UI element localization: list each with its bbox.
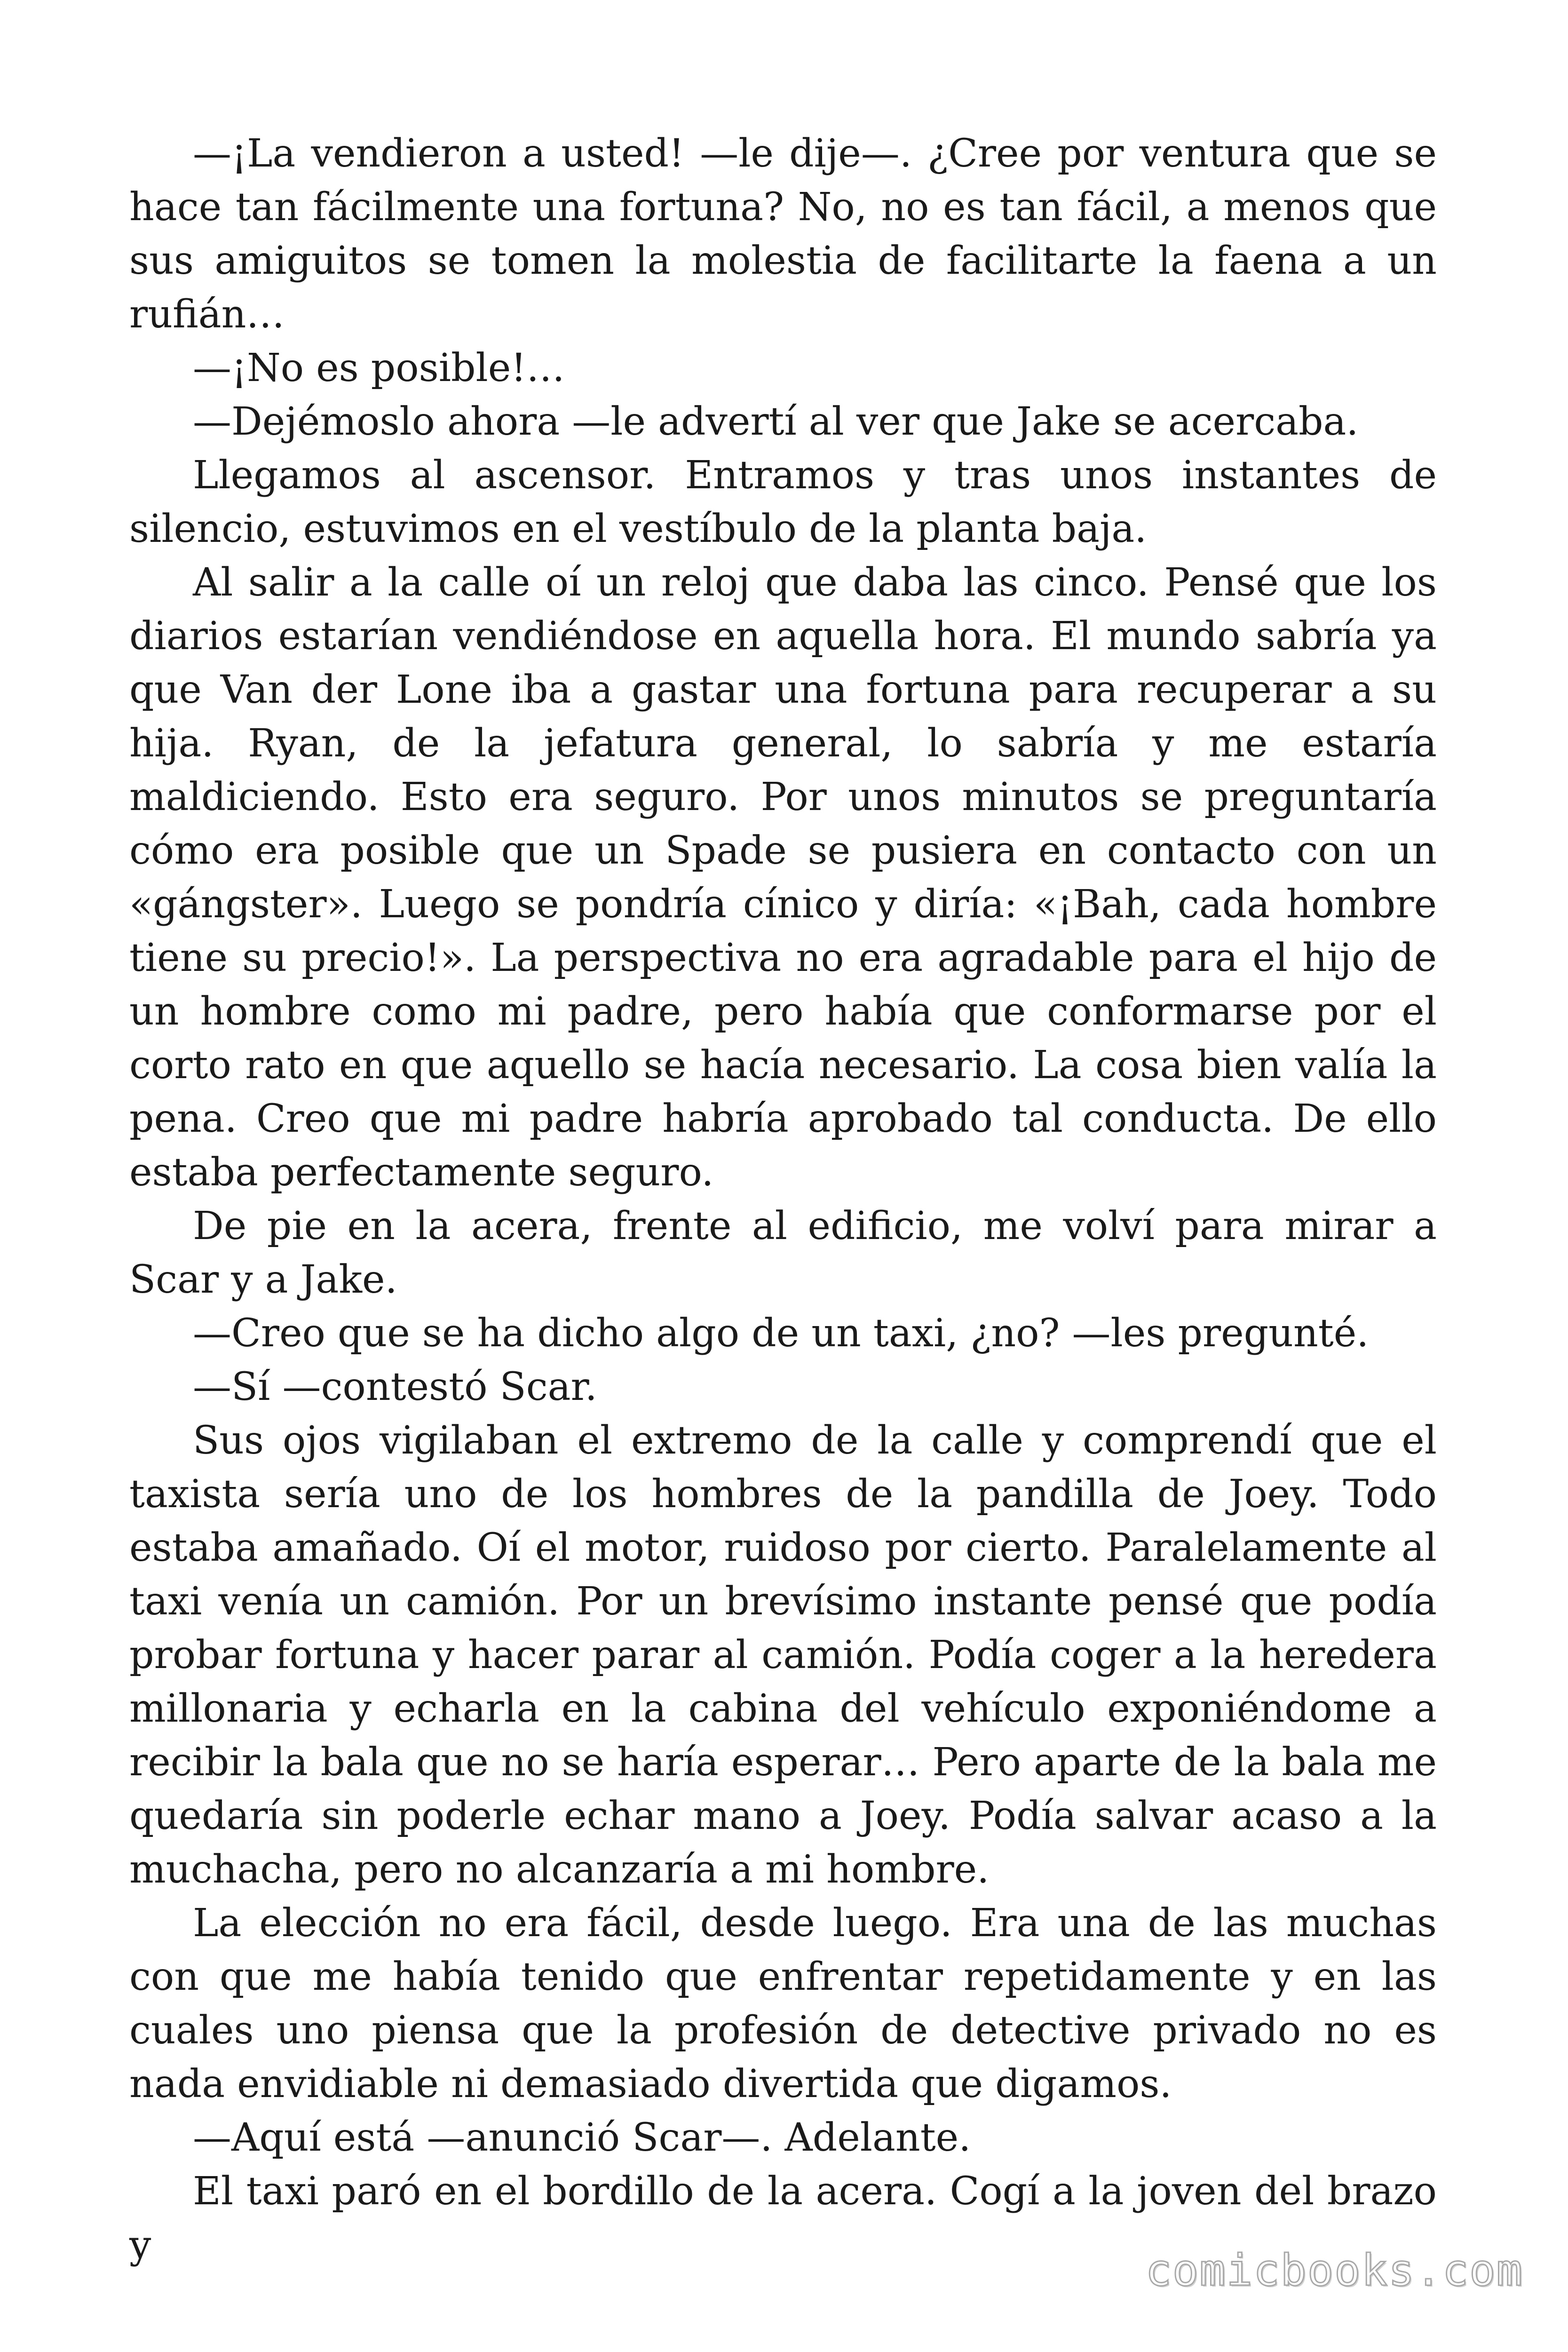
paragraph: —Dejémoslo ahora —le advertí al ver que Jake se acercaba.: [193, 399, 1359, 444]
paragraph: Sus ojos vigilaban el extremo de la calle y comprendí que el taxista sería uno de los hombres de la pandilla de Joey. Todo estaba amañado. Oí el motor, ruidoso por cierto. Paralelamente al taxi venía un camión. Por un brevísimo instante pensé que podía probar fortuna y hacer parar al camión. Podía coger a la heredera millonaria y echarla en la cabina del vehículo exponiéndome a recibir la bala que no se haría esperar… Pero aparte de la bala me quedaría sin poderle echar mano a Joey. Podía salvar acaso a la muchacha, pero no alcanzaría a mi hombre.: [129, 1418, 1437, 1892]
watermark: comicbooks.com: [1145, 2245, 1523, 2296]
paragraph: —Aquí está —anunció Scar—. Adelante.: [193, 2115, 971, 2160]
paragraph: —Creo que se ha dicho algo de un taxi, ¿no? —les pregunté.: [193, 1311, 1369, 1356]
paragraph: —Sí —contestó Scar.: [193, 1365, 597, 1409]
page-body: [129, 127, 1437, 2272]
paragraph: De pie en la acera, frente al edificio, me volví para mirar a Scar y a Jake.: [129, 1204, 1437, 1302]
paragraph: —¡No es posible!…: [193, 346, 565, 390]
paragraph: Al salir a la calle oí un reloj que daba las cinco. Pensé que los diarios estarían vendiéndose en aquella hora. El mundo sabría ya que Van der Lone iba a gastar una fortuna para recuperar a su hija. Ryan, de la jefatura general, lo sabría y me estaría maldiciendo. Esto era seguro. Por unos minutos se preguntaría cómo era posible que un Spade se pusiera en contacto con un «gángster». Luego se pondría cínico y diría: «¡Bah, cada hombre tiene su precio!». La perspectiva no era agradable para el hijo de un hombre como mi padre, pero había que conformarse por el corto rato en que aquello se hacía necesario. La cosa bien valía la pena. Creo que mi padre habría aprobado tal conducta. De ello estaba perfectamente seguro.: [129, 560, 1437, 1195]
paragraph: La elección no era fácil, desde luego. Era una de las muchas con que me había tenido que enfrentar repetidamente y en las cuales uno piensa que la profesión de detective privado no es nada envidiable ni demasiado divertida que digamos.: [129, 1901, 1437, 2106]
paragraph: Llegamos al ascensor. Entramos y tras unos instantes de silencio, estuvimos en el vestíbulo de la planta baja.: [129, 453, 1437, 551]
paragraph: El taxi paró en el bordillo de la acera. Cogí a la joven del brazo y: [129, 2169, 1437, 2267]
paragraph: —¡La vendieron a usted! —le dije—. ¿Cree por ventura que se hace tan fácilmente una fortuna? No, no es tan fácil, a menos que sus amiguitos se tomen la molestia de facilitarte la faena a un rufián…: [129, 131, 1437, 337]
